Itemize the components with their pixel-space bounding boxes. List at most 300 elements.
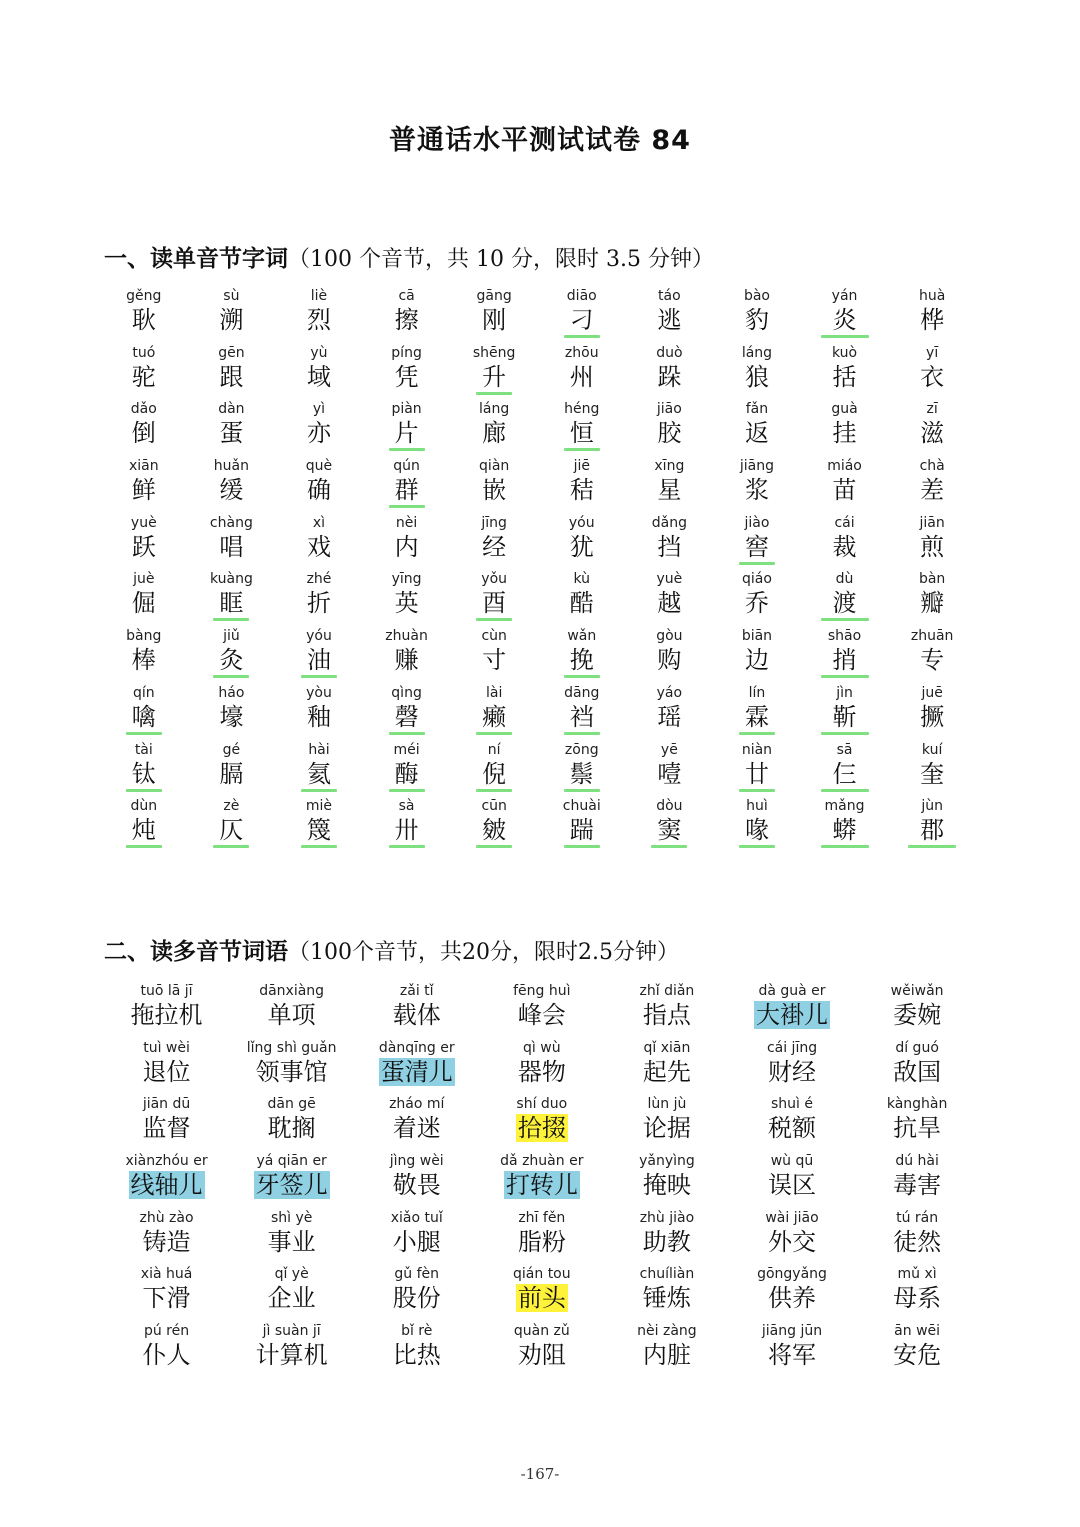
character: 廿 bbox=[744, 759, 769, 788]
multi-syllable-grid bbox=[104, 983, 980, 1380]
char-cell bbox=[538, 742, 626, 799]
underline-mark bbox=[739, 789, 775, 792]
char-cell bbox=[100, 458, 188, 515]
char-cell bbox=[713, 458, 801, 515]
section2-note: （100个音节，共20分，限时2.5分钟） bbox=[288, 940, 679, 965]
word-cell bbox=[729, 1210, 854, 1267]
word: 助教 bbox=[642, 1227, 691, 1256]
char-cell bbox=[450, 798, 538, 855]
pinyin: ní bbox=[487, 741, 501, 758]
pinyin: lín bbox=[748, 684, 766, 701]
character: 酶 bbox=[394, 759, 419, 788]
pinyin: qián tou bbox=[513, 1266, 571, 1283]
pinyin: yóu bbox=[306, 628, 332, 645]
page-number: -167- bbox=[520, 1465, 560, 1483]
character: 寸 bbox=[482, 646, 507, 675]
pinyin: xiànzhóu er bbox=[125, 1153, 208, 1170]
pinyin: huà bbox=[918, 288, 946, 304]
character: 窦 bbox=[657, 816, 682, 845]
pinyin: jìng wèi bbox=[389, 1153, 444, 1170]
pinyin: cā bbox=[398, 288, 415, 304]
char-cell bbox=[450, 458, 538, 515]
highlighted-word: 蛋清儿 bbox=[380, 1057, 453, 1086]
highlighted-word: 大褂儿 bbox=[756, 1001, 829, 1029]
pinyin: qìng bbox=[391, 684, 422, 701]
pinyin: mǔ xì bbox=[897, 1266, 937, 1283]
word: 计算机 bbox=[255, 1341, 328, 1370]
word-cell bbox=[104, 1096, 229, 1153]
word: 税额 bbox=[768, 1114, 817, 1143]
underline-mark bbox=[564, 675, 600, 678]
highlighted-word: 牙签儿 bbox=[255, 1171, 328, 1200]
pinyin: mǎng bbox=[824, 798, 865, 815]
pinyin: yòu bbox=[306, 684, 332, 701]
word-cell bbox=[729, 1096, 854, 1153]
pinyin: yì bbox=[312, 401, 326, 418]
char-cell bbox=[188, 685, 276, 742]
char-cell bbox=[188, 288, 276, 345]
pinyin: guà bbox=[831, 401, 858, 418]
word-cell bbox=[855, 1040, 980, 1097]
char-cell bbox=[363, 685, 451, 742]
char-cell bbox=[626, 401, 714, 458]
character: 瓣 bbox=[920, 589, 945, 618]
pinyin: shuì é bbox=[771, 1096, 814, 1113]
pinyin: gěng bbox=[126, 288, 162, 304]
pinyin: wù qū bbox=[770, 1153, 814, 1170]
char-cell bbox=[713, 571, 801, 628]
underline-mark bbox=[651, 845, 687, 848]
char-cell bbox=[801, 401, 889, 458]
char-cell bbox=[888, 401, 976, 458]
underline-mark bbox=[821, 789, 869, 792]
character: 专 bbox=[920, 646, 945, 675]
character: 刚 bbox=[482, 306, 507, 334]
pinyin: qiàn bbox=[479, 458, 510, 475]
character: 差 bbox=[920, 476, 945, 505]
word: 监督 bbox=[142, 1114, 191, 1143]
char-cell bbox=[538, 628, 626, 685]
character: 壕 bbox=[219, 702, 244, 731]
pinyin: dí guó bbox=[895, 1039, 939, 1056]
pinyin: què bbox=[305, 458, 333, 475]
underline-mark bbox=[476, 789, 512, 792]
char-cell bbox=[188, 628, 276, 685]
char-cell bbox=[801, 628, 889, 685]
underline-mark bbox=[389, 448, 425, 451]
char-cell bbox=[713, 288, 801, 345]
pinyin: jìn bbox=[836, 684, 853, 701]
character: 逃 bbox=[657, 306, 682, 334]
single-syllable-grid bbox=[100, 288, 976, 855]
pinyin: fēng huì bbox=[513, 983, 571, 999]
word-cell bbox=[104, 983, 229, 1040]
pinyin: qín bbox=[132, 684, 155, 701]
word-cell bbox=[354, 1096, 479, 1153]
pinyin: zè bbox=[223, 798, 240, 815]
pinyin: chuíliàn bbox=[639, 1266, 695, 1283]
char-cell bbox=[100, 628, 188, 685]
word-cell bbox=[604, 1096, 729, 1153]
pinyin: dà guà er bbox=[758, 983, 826, 999]
pinyin: yē bbox=[660, 741, 678, 758]
pinyin: shēng bbox=[472, 344, 516, 361]
word: 安危 bbox=[893, 1341, 942, 1370]
char-cell bbox=[275, 685, 363, 742]
char-cell bbox=[626, 628, 714, 685]
pinyin: dānxiàng bbox=[259, 983, 325, 999]
underline-mark bbox=[126, 845, 162, 848]
char-cell bbox=[275, 288, 363, 345]
char-cell bbox=[713, 742, 801, 799]
pinyin: dàn bbox=[218, 401, 245, 418]
character: 酷 bbox=[569, 589, 594, 618]
underline-mark bbox=[564, 335, 600, 338]
char-cell bbox=[275, 571, 363, 628]
pinyin: jiào bbox=[744, 514, 770, 531]
pinyin: jiǔ bbox=[223, 628, 240, 645]
word: 论据 bbox=[642, 1114, 691, 1143]
pinyin: shāo bbox=[827, 628, 862, 645]
character: 戏 bbox=[306, 532, 331, 561]
word: 将军 bbox=[768, 1341, 817, 1370]
pinyin: qì wù bbox=[523, 1039, 561, 1056]
pinyin: juè bbox=[133, 571, 155, 588]
char-cell bbox=[363, 628, 451, 685]
pinyin: dòu bbox=[656, 798, 683, 815]
underline-mark bbox=[739, 562, 775, 565]
word-cell bbox=[229, 1040, 354, 1097]
word: 财经 bbox=[768, 1057, 817, 1086]
character: 括 bbox=[832, 362, 857, 391]
pinyin: dú hài bbox=[895, 1153, 939, 1170]
underline-mark bbox=[389, 845, 425, 848]
pinyin: jì suàn jī bbox=[262, 1323, 321, 1340]
underline-mark bbox=[908, 845, 956, 848]
pinyin: dànqīng er bbox=[378, 1039, 455, 1056]
char-cell bbox=[450, 628, 538, 685]
word-cell bbox=[855, 1096, 980, 1153]
char-cell bbox=[363, 742, 451, 799]
pinyin: bào bbox=[743, 288, 770, 304]
char-cell bbox=[713, 345, 801, 402]
pinyin: bàng bbox=[126, 628, 162, 645]
pinyin: gōngyǎng bbox=[757, 1266, 827, 1283]
pinyin: zhī fěn bbox=[518, 1209, 566, 1226]
word-cell bbox=[604, 1323, 729, 1380]
char-cell bbox=[363, 798, 451, 855]
pinyin: zháo mí bbox=[389, 1096, 445, 1113]
page-title: 普通话水平测试试卷 84 bbox=[389, 125, 691, 156]
underline-mark bbox=[739, 845, 775, 848]
char-cell bbox=[450, 571, 538, 628]
pinyin: liè bbox=[310, 288, 328, 304]
character: 耿 bbox=[131, 306, 156, 334]
char-cell bbox=[100, 742, 188, 799]
underline-mark bbox=[821, 675, 869, 678]
character: 唱 bbox=[219, 532, 244, 561]
word-cell bbox=[479, 1040, 604, 1097]
character: 边 bbox=[744, 646, 769, 675]
word: 劝阻 bbox=[517, 1341, 566, 1370]
pinyin: jiāng bbox=[739, 458, 775, 475]
character: 眶 bbox=[219, 589, 244, 618]
word-cell bbox=[855, 1210, 980, 1267]
word: 仆人 bbox=[142, 1341, 191, 1370]
character: 驼 bbox=[131, 362, 156, 391]
char-cell bbox=[363, 571, 451, 628]
pinyin: wěiwǎn bbox=[890, 983, 944, 999]
pinyin: yuè bbox=[656, 571, 683, 588]
underline-mark bbox=[564, 845, 600, 848]
pinyin: zhōu bbox=[564, 344, 599, 361]
char-cell bbox=[626, 515, 714, 572]
character: 星 bbox=[657, 476, 682, 505]
pinyin: zhù jiào bbox=[639, 1209, 695, 1226]
pinyin: quàn zǔ bbox=[513, 1323, 570, 1340]
character: 乔 bbox=[744, 589, 769, 618]
pinyin: cùn bbox=[481, 628, 507, 645]
character: 秸 bbox=[569, 476, 594, 505]
character: 挂 bbox=[832, 419, 857, 448]
word-cell bbox=[229, 1266, 354, 1323]
character: 蛋 bbox=[219, 419, 244, 448]
highlighted-word: 打转儿 bbox=[505, 1171, 578, 1200]
pinyin: yuè bbox=[130, 514, 157, 531]
char-cell bbox=[450, 401, 538, 458]
character: 英 bbox=[394, 589, 419, 618]
pinyin: shì yè bbox=[270, 1209, 313, 1226]
pinyin: nèi zàng bbox=[637, 1323, 697, 1340]
char-cell bbox=[888, 685, 976, 742]
char-cell bbox=[275, 798, 363, 855]
underline-mark bbox=[739, 732, 775, 735]
character: 磬 bbox=[394, 702, 419, 731]
word-cell bbox=[855, 1153, 980, 1210]
character: 跺 bbox=[657, 362, 682, 391]
pinyin: dù bbox=[835, 571, 854, 588]
pinyin: huǎn bbox=[213, 458, 249, 475]
underline-mark bbox=[564, 448, 600, 451]
word: 起先 bbox=[642, 1057, 691, 1086]
word: 退位 bbox=[142, 1057, 191, 1086]
word-cell bbox=[479, 1153, 604, 1210]
word-cell bbox=[354, 1210, 479, 1267]
pinyin: gé bbox=[222, 741, 241, 758]
underline-mark bbox=[821, 732, 869, 735]
pinyin: cái bbox=[834, 514, 855, 531]
pinyin: dāng bbox=[564, 684, 600, 701]
char-cell bbox=[275, 515, 363, 572]
word-cell bbox=[229, 983, 354, 1040]
char-cell bbox=[801, 458, 889, 515]
pinyin: qǐ xiān bbox=[643, 1039, 691, 1056]
word-cell bbox=[104, 1153, 229, 1210]
char-cell bbox=[538, 288, 626, 345]
word-cell bbox=[229, 1210, 354, 1267]
pinyin: chà bbox=[919, 458, 945, 475]
highlighted-word: 前头 bbox=[517, 1284, 566, 1313]
pinyin: duò bbox=[656, 344, 683, 361]
word: 小腿 bbox=[392, 1227, 441, 1256]
word-cell bbox=[229, 1323, 354, 1380]
char-cell bbox=[100, 401, 188, 458]
pinyin: sā bbox=[836, 741, 853, 758]
pinyin: kànghàn bbox=[886, 1096, 948, 1113]
word-cell bbox=[479, 983, 604, 1040]
word: 指点 bbox=[642, 1001, 691, 1029]
character: 挡 bbox=[657, 532, 682, 561]
word-cell bbox=[604, 1266, 729, 1323]
underline-mark bbox=[301, 675, 337, 678]
underline-mark bbox=[213, 845, 249, 848]
pinyin: qiáo bbox=[741, 571, 772, 588]
underline-mark bbox=[389, 732, 425, 735]
char-cell bbox=[538, 345, 626, 402]
pinyin: dǎ zhuàn er bbox=[500, 1153, 584, 1170]
char-cell bbox=[450, 345, 538, 402]
pinyin: yáo bbox=[656, 684, 683, 701]
underline-mark bbox=[301, 789, 337, 792]
char-cell bbox=[100, 515, 188, 572]
char-cell bbox=[888, 345, 976, 402]
word-cell bbox=[104, 1040, 229, 1097]
char-cell bbox=[713, 515, 801, 572]
section1-heading bbox=[104, 240, 714, 273]
underline-mark bbox=[213, 618, 249, 621]
pinyin: dān gē bbox=[267, 1096, 316, 1113]
pinyin: zhù zào bbox=[139, 1209, 194, 1226]
pinyin: sà bbox=[398, 798, 415, 815]
character: 折 bbox=[306, 589, 331, 618]
pinyin: piàn bbox=[391, 401, 422, 418]
pinyin: xiān bbox=[128, 458, 159, 475]
character: 霖 bbox=[744, 702, 769, 731]
pinyin: yá qiān er bbox=[256, 1153, 327, 1170]
character: 升 bbox=[482, 362, 507, 391]
character: 胶 bbox=[657, 419, 682, 448]
word: 峰会 bbox=[517, 1001, 566, 1029]
char-cell bbox=[538, 401, 626, 458]
section2-heading bbox=[104, 933, 679, 966]
character: 购 bbox=[657, 646, 682, 675]
highlighted-word: 拾掇 bbox=[517, 1114, 566, 1143]
pinyin: lùn jù bbox=[647, 1096, 687, 1113]
pinyin: zǎi tǐ bbox=[399, 983, 434, 999]
pinyin: bàn bbox=[918, 571, 946, 588]
character: 捎 bbox=[832, 646, 857, 675]
word: 着迷 bbox=[392, 1114, 441, 1143]
pinyin: jiān dū bbox=[142, 1096, 191, 1113]
pinyin: tài bbox=[134, 741, 153, 758]
char-cell bbox=[713, 798, 801, 855]
character: 灸 bbox=[219, 646, 244, 675]
char-cell bbox=[188, 458, 276, 515]
pinyin: fǎn bbox=[745, 401, 769, 418]
pinyin: yīng bbox=[391, 571, 422, 588]
character: 卅 bbox=[394, 816, 419, 845]
char-cell bbox=[188, 798, 276, 855]
pinyin: tuó bbox=[132, 344, 156, 361]
word: 脂粉 bbox=[517, 1227, 566, 1256]
word: 领事馆 bbox=[255, 1057, 328, 1086]
character: 鬃 bbox=[569, 759, 594, 788]
character: 群 bbox=[394, 476, 419, 505]
word: 器物 bbox=[517, 1057, 566, 1086]
character: 倒 bbox=[131, 419, 156, 448]
word-cell bbox=[729, 1153, 854, 1210]
pinyin: gǔ fèn bbox=[394, 1266, 440, 1283]
char-cell bbox=[888, 571, 976, 628]
character: 内 bbox=[394, 532, 419, 561]
underline-mark bbox=[476, 392, 512, 395]
character: 酉 bbox=[482, 589, 507, 618]
word-cell bbox=[479, 1323, 604, 1380]
character: 倪 bbox=[482, 759, 507, 788]
word: 拖拉机 bbox=[130, 1001, 203, 1029]
word-cell bbox=[354, 1040, 479, 1097]
word-cell bbox=[855, 983, 980, 1040]
char-cell bbox=[450, 742, 538, 799]
pinyin: láng bbox=[479, 401, 510, 418]
pinyin: jùn bbox=[921, 798, 943, 815]
pinyin: kuí bbox=[921, 741, 943, 758]
word: 比热 bbox=[392, 1341, 441, 1370]
character: 裆 bbox=[569, 702, 594, 731]
char-cell bbox=[888, 742, 976, 799]
pinyin: sù bbox=[223, 288, 240, 304]
underline-mark bbox=[389, 505, 425, 508]
character: 片 bbox=[394, 419, 419, 448]
pinyin: huì bbox=[746, 798, 768, 815]
word: 委婉 bbox=[893, 1001, 942, 1029]
character: 蟒 bbox=[832, 816, 857, 845]
char-cell bbox=[713, 628, 801, 685]
pinyin: cái jīng bbox=[766, 1039, 818, 1056]
word-cell bbox=[479, 1266, 604, 1323]
word: 敌国 bbox=[893, 1057, 942, 1086]
char-cell bbox=[275, 345, 363, 402]
character: 浆 bbox=[744, 476, 769, 505]
char-cell bbox=[888, 515, 976, 572]
character: 鲜 bbox=[131, 476, 156, 505]
character: 炖 bbox=[131, 816, 156, 845]
character: 擦 bbox=[394, 306, 419, 334]
word: 毒害 bbox=[893, 1171, 942, 1200]
word: 企业 bbox=[267, 1284, 316, 1313]
char-cell bbox=[363, 345, 451, 402]
word: 误区 bbox=[768, 1171, 817, 1200]
pinyin: tuì wèi bbox=[143, 1039, 190, 1056]
char-cell bbox=[801, 798, 889, 855]
char-cell bbox=[363, 401, 451, 458]
word: 内脏 bbox=[642, 1341, 691, 1370]
pinyin: héng bbox=[564, 401, 600, 418]
word-cell bbox=[855, 1266, 980, 1323]
char-cell bbox=[713, 685, 801, 742]
pinyin: miáo bbox=[827, 458, 862, 475]
word: 抗旱 bbox=[893, 1114, 942, 1143]
underline-mark bbox=[213, 675, 249, 678]
char-cell bbox=[626, 345, 714, 402]
character: 恒 bbox=[569, 419, 594, 448]
char-cell bbox=[888, 798, 976, 855]
char-cell bbox=[363, 515, 451, 572]
char-cell bbox=[801, 742, 889, 799]
word-cell bbox=[855, 1323, 980, 1380]
character: 狼 bbox=[744, 362, 769, 391]
character: 喙 bbox=[744, 816, 769, 845]
